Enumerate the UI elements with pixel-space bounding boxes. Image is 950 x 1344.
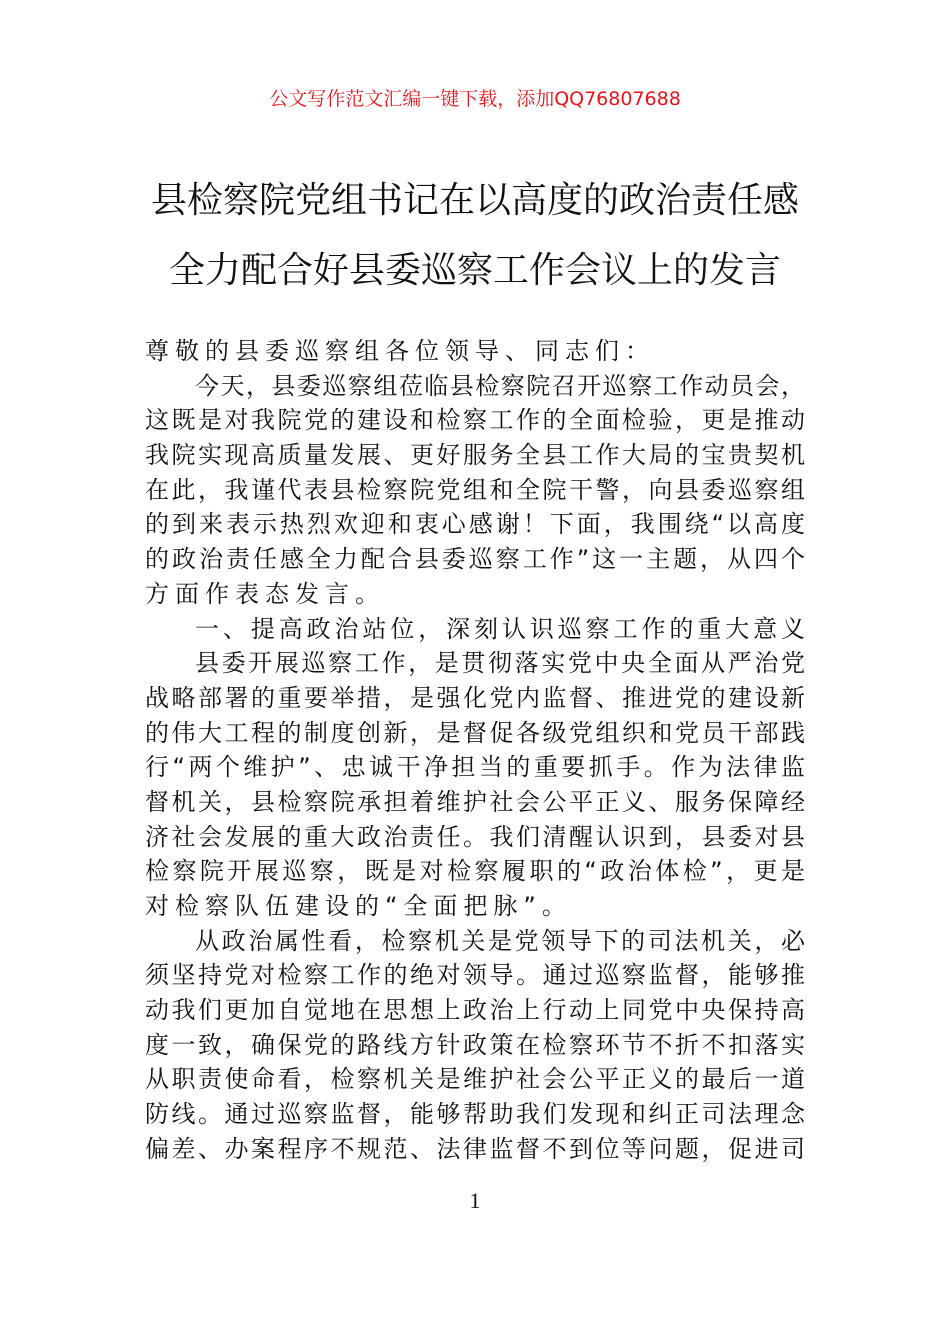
text-line: 我院实现高质量发展、更好服务全县工作大局的宝贵契机 <box>145 441 805 470</box>
text-line: 尊敬的县委巡察组各位领导、同志们： <box>145 337 655 365</box>
document-body <box>145 334 805 1167</box>
text-line: 防线。通过巡察监督，能够帮助我们发现和纠正司法理念 <box>145 1100 805 1129</box>
text-line: 这既是对我院党的建设和检察工作的全面检验，更是推动 <box>145 406 805 435</box>
text-line: 今天，县委巡察组莅临县检察院召开巡察工作动员会， <box>195 371 805 400</box>
text-line: 对检察队伍建设的“全面把脉”。 <box>145 892 572 920</box>
text-line: 的伟大工程的制度创新，是督促各级党组织和党员干部践 <box>145 718 805 747</box>
text-line: 的政治责任感全力配合县委巡察工作”这一主题，从四个 <box>145 545 805 574</box>
text-line: 须坚持党对检察工作的绝对领导。通过巡察监督，能够推 <box>145 961 805 990</box>
text-line: 一、提高政治站位，深刻认识巡察工作的重大意义 <box>195 614 805 643</box>
text-line: 从职责使命看，检察机关是维护社会公平正义的最后一道 <box>145 1065 805 1094</box>
paragraph <box>145 924 805 1167</box>
text-line: 行“两个维护”、忠诚干净担当的重要抓手。作为法律监 <box>145 753 805 782</box>
text-line: 县委开展巡察工作，是贯彻落实党中央全面从严治党 <box>195 649 805 678</box>
text-line: 的到来表示热烈欢迎和衷心感谢！下面，我围绕“以高度 <box>145 510 805 539</box>
text-line: 从政治属性看，检察机关是党领导下的司法机关，必 <box>195 926 805 955</box>
paragraph <box>145 369 805 612</box>
document-title-line-1: 县检察院党组书记在以高度的政治责任感 <box>150 180 799 221</box>
page-number: 1 <box>469 1188 481 1213</box>
text-line: 度一致，确保党的路线方针政策在检察环节不折不扣落实 <box>145 1030 805 1059</box>
text-line: 方面作表态发言。 <box>145 579 385 608</box>
text-line: 检察院开展巡察，既是对检察履职的“政治体检”，更是 <box>145 857 805 886</box>
text-line: 战略部署的重要举措，是强化党内监督、推进党的建设新 <box>145 683 805 712</box>
paragraph <box>145 646 805 924</box>
document-title-line-2: 全力配合好县委巡察工作会议上的发言 <box>168 250 781 291</box>
paragraph <box>145 334 805 369</box>
text-line: 动我们更加自觉地在思想上政治上行动上同党中央保持高 <box>145 996 805 1025</box>
text-line: 济社会发展的重大政治责任。我们清醒认识到，县委对县 <box>145 822 805 851</box>
text-line: 督机关，县检察院承担着维护社会公平正义、服务保障经 <box>145 787 805 816</box>
text-line: 在此，我谨代表县检察院党组和全院干警，向县委巡察组 <box>145 475 805 504</box>
paragraph <box>145 612 805 647</box>
text-line: 偏差、办案程序不规范、法律监督不到位等问题，促进司 <box>145 1134 805 1163</box>
download-banner: 公文写作范文汇编一键下载，添加QQ76807688 <box>269 88 681 110</box>
